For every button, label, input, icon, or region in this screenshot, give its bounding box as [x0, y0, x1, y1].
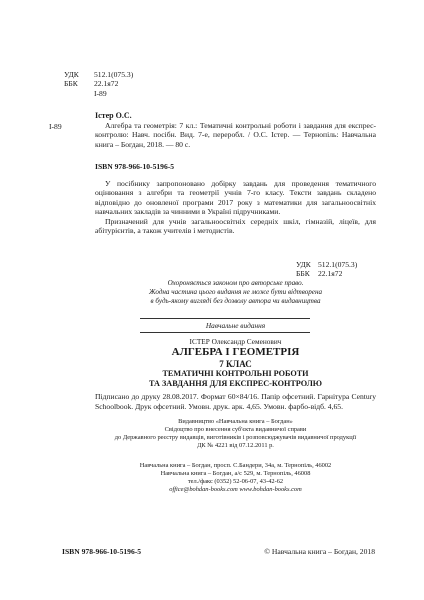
book-subtitle-line-2: ТА ЗАВДАННЯ ДЛЯ ЕКСПРЕС-КОНТРОЛЮ — [148, 378, 323, 388]
print-specifications: Підписано до друку 28.08.2017. Формат 60×84/16. Папір офсетний. Гарнітура Century Schoolbook. Друк офсетний. Умовн. друк. арк. 4,65. Умовн. фарбо-відб. 4,65. — [95, 392, 376, 411]
copyright-notice-line-2: Жодна частина цього видання не може бути відтворена — [148, 287, 323, 296]
publisher-info-line-2: Свідоцтво про внесення суб'єкта видавничої справи — [164, 426, 307, 433]
classification-codes-top — [64, 70, 184, 98]
copyright-notice-line-3: в будь-якому вигляді без дозволу автора чи видавництва — [150, 296, 321, 305]
publisher-info-line-4: ДК № 4221 від 07.12.2011 р. — [197, 442, 274, 449]
book-grade: 7 КЛАС — [219, 359, 252, 369]
author-mark-code: І-89 — [94, 88, 107, 98]
bbk-label-mid: ББК — [296, 269, 310, 279]
book-subtitle — [95, 369, 376, 388]
udk-value-mid: 512.1(075.3) — [318, 260, 358, 269]
address-line-2: Навчальна книга – Богдан, а/с 529, м. Тернопіль, 46008 — [160, 470, 311, 477]
copyright-notice-line-1: Охороняється законом про авторське право. — [167, 279, 304, 287]
publisher-info — [95, 418, 376, 450]
classification-codes-mid — [296, 260, 386, 279]
isbn-bottom: ISBN 978-966-10-5196-5 — [62, 547, 142, 556]
abstract — [95, 179, 376, 235]
author-full-name: ІСТЕР Олександр Семенович — [189, 337, 282, 346]
contact-phone: тел./факс (0352) 52-06-07, 43-42-62 — [187, 478, 284, 485]
book-title: АЛГЕБРА І ГЕОМЕТРІЯ — [171, 346, 300, 358]
bbk-value-mid: 22.1я72 — [318, 269, 343, 279]
udk-value: 512.1(075.3) — [94, 70, 134, 79]
author-name: Істер О.С. — [95, 111, 132, 120]
address-line-1: Навчальна книга – Богдан, просп. С.Бандери, 34а, м. Тернопіль, 46002 — [139, 462, 332, 469]
isbn-top: ISBN 978-966-10-5196-5 — [95, 162, 175, 171]
publisher-addresses — [95, 462, 376, 494]
book-subtitle-line-1: ТЕМАТИЧНІ КОНТРОЛЬНІ РОБОТИ — [162, 369, 309, 378]
copyright-notice — [95, 279, 376, 306]
copyright-line: © Навчальна книга – Богдан, 2018 — [264, 547, 375, 556]
publisher-info-line-1: Видавництво «Навчальна книга – Богдан» — [178, 418, 293, 425]
abstract-paragraph-2: Призначений для учнів загальноосвітніх середніх шкіл, гімназій, ліцеїв, для абітурієнтів, а також учителів і методистів. — [95, 216, 376, 236]
abstract-paragraph-1: У посібнику запропоновано добірку завдань для проведення тематичного оцінювання з алгебри та геометрії учнів 7-го класу. Тексти завдань складено відповідно до оновленої програми 2017 року з математики для загальноосвітніх навчальних закладів за чинними в Україні підручниками. — [95, 179, 376, 217]
edition-type: Навчальне видання — [205, 321, 266, 330]
contact-email-web: office@bohdan-books.com www.bohdan-books.com — [169, 486, 302, 493]
udk-label-mid: УДК — [296, 260, 311, 269]
bbk-value: 22.1я72 — [94, 79, 119, 89]
udk-row-mid — [296, 260, 386, 269]
udk-label: УДК — [64, 70, 79, 79]
bbk-row — [64, 79, 184, 88]
divider-bottom — [140, 332, 310, 333]
bbk-row-mid — [296, 269, 386, 278]
divider-top — [140, 318, 310, 319]
bibliographic-description: Алгебра та геометрія: 7 кл.: Тематичні контрольні роботи і завдання для експрес-контролю: Навч. посібн. Вид. 7-е, переробл. / О.С. Істер. — Тернопіль: Навчальна книга – Богдан, 2018. — 80 с. — [95, 121, 376, 149]
udk-row — [64, 70, 184, 79]
footer — [62, 547, 375, 556]
author-mark-left: І-89 — [49, 122, 62, 131]
bbk-label: ББК — [64, 79, 78, 89]
publisher-info-line-3: до Державного реєстру видавців, виготівників і розповсюджувачів видавничої продукції — [114, 434, 357, 441]
author-mark-row — [64, 89, 184, 98]
